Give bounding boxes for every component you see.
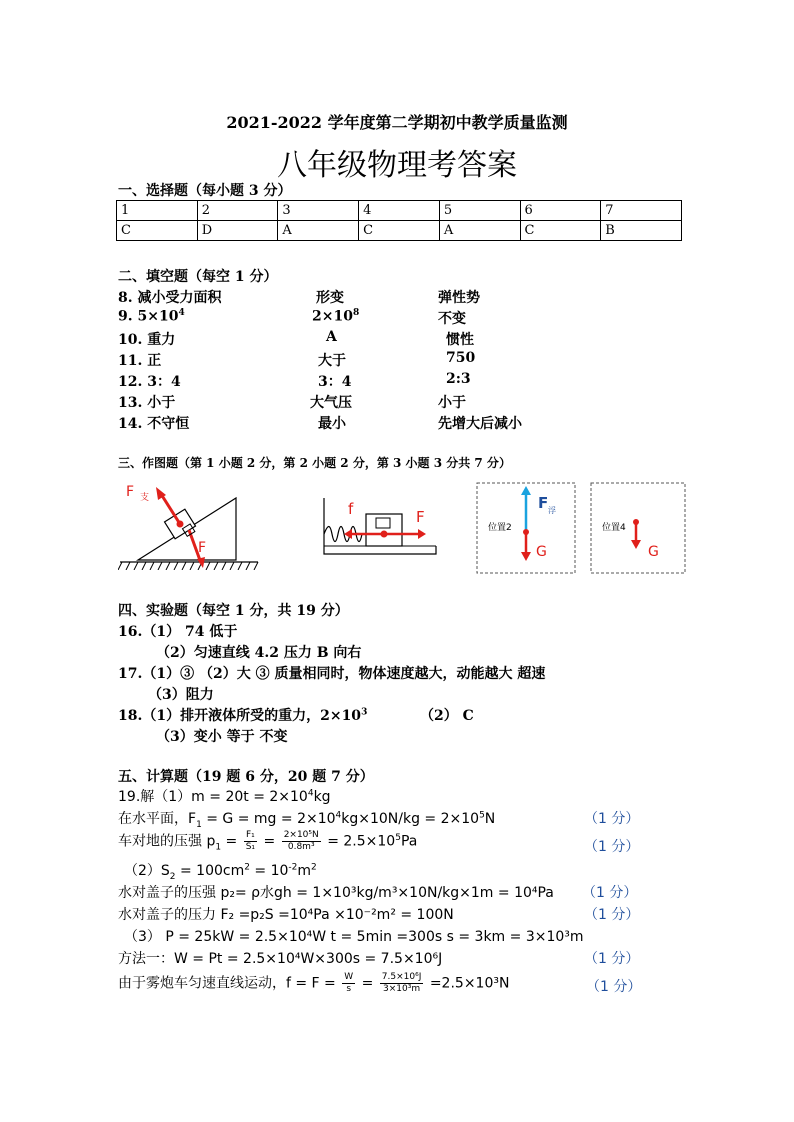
answer-text xyxy=(312,308,359,325)
support-force-subscript: 支 xyxy=(140,493,150,503)
answer-text: 小于 xyxy=(438,395,466,411)
denominator: s xyxy=(346,984,352,994)
calc-line-2 xyxy=(118,808,495,830)
position-label: 位置4 xyxy=(602,523,626,533)
answer-text: 形变 xyxy=(316,290,344,306)
answer-text: 750 xyxy=(446,350,476,366)
answer-text: 不变 xyxy=(438,311,466,327)
position4-figure xyxy=(590,482,686,574)
fill-row-13: 13. 小于 xyxy=(118,395,176,411)
exponent: 5 xyxy=(395,832,401,843)
fraction xyxy=(282,830,321,853)
exponent: 2 xyxy=(244,862,250,873)
table-row-answers xyxy=(117,221,682,241)
subscript: 1 xyxy=(196,819,202,830)
section2-heading: 二、填空题（每空 1 分） xyxy=(118,269,278,285)
answer-text: 最小 xyxy=(318,416,346,432)
fill-row-8 xyxy=(118,287,222,307)
force-label: F xyxy=(416,508,425,526)
exponent: 3 xyxy=(361,707,368,718)
calc-text: 19.解（1）m = 20t = 2×10 xyxy=(118,789,308,805)
calc-line-6: 水对盖子的压力 F₂ =p₂S =10⁴Pa ×10⁻²m² = 100N xyxy=(118,907,454,923)
exponent: -2 xyxy=(288,862,298,873)
table-cell: C xyxy=(520,221,601,241)
gravity-label: G xyxy=(648,544,659,560)
table-cell: C xyxy=(359,221,440,241)
calc-text: 在水平面，F xyxy=(118,811,197,827)
answer-text: A xyxy=(326,329,337,345)
buoyancy-subscript: 浮 xyxy=(548,506,556,515)
calc-text: Pa xyxy=(400,833,418,850)
buoyancy-label: F xyxy=(538,494,549,512)
denominator: S₁ xyxy=(245,842,256,852)
incline-figure xyxy=(118,478,268,570)
calc-line-3: 车对地的压强 $p_1$ = $\frac{\text{F₁}}{\text{S₁}}$ = $\frac{\text{2×10⁵N}}{\text{0.8m³}}$ = $2.5\times 10^5Pa$ xyxy=(118,830,418,853)
calc-line-9 xyxy=(118,972,509,995)
denominator: 3×10³m xyxy=(383,984,421,994)
calc-line-5: 水对盖子的压强 p₂= ρ水gh = 1×10³kg/m³×10N/kg×1m = 10⁴Pa xyxy=(118,885,554,901)
calc-text: = 2.5×10 xyxy=(322,833,396,850)
experiment-line-16-2: （2）匀速直线 4.2 压力 B 向右 xyxy=(156,645,362,661)
position2-figure xyxy=(476,482,576,574)
answer-text: 18.（1）排开液体所受的重力，2×10 xyxy=(118,708,362,724)
subscript: 1 xyxy=(215,842,222,853)
calc-text: = xyxy=(357,975,378,992)
calc-text: = 100cm xyxy=(175,863,245,879)
experiment-line-18-1 xyxy=(118,705,367,725)
numerator: W xyxy=(344,972,354,982)
score-mark: （1 分） xyxy=(584,907,640,923)
score-mark: （1 分） xyxy=(586,979,642,995)
answer-text: 惯性 xyxy=(446,332,474,348)
score-mark: （1 分） xyxy=(584,951,640,967)
calc-line-8: 方法一：W = Pt = 2.5×10⁴W×300s = 7.5×10⁶J xyxy=(118,951,443,967)
table-cell: 6 xyxy=(520,201,601,221)
fraction xyxy=(342,972,355,995)
calc-line-4 xyxy=(124,860,317,882)
table-cell: 2 xyxy=(197,201,278,221)
table-cell: D xyxy=(197,221,278,241)
numerator: F₁ xyxy=(244,830,257,842)
numerator: 7.5×10⁶J xyxy=(381,972,422,982)
table-cell: 4 xyxy=(359,201,440,221)
answer-text: 8. 减小受力面积 xyxy=(118,290,222,306)
answer-text: 大气压 xyxy=(310,395,352,411)
calc-text: 由于雾炮车匀速直线运动，f = F = xyxy=(118,975,341,992)
exponent: 8 xyxy=(352,308,360,318)
spring-figure xyxy=(320,496,440,560)
position-label: 位置2 xyxy=(488,523,512,533)
calc-text: =2.5×10³N xyxy=(425,975,510,992)
section4-heading: 四、实验题（每空 1 分，共 19 分） xyxy=(118,603,349,619)
denominator: 0.8m³ xyxy=(287,842,315,852)
subscript: 2 xyxy=(169,871,176,882)
experiment-line-17-1: 17.（1）③ （2）大 ③ 质量相同时，物体速度越大，动能越大 超速 xyxy=(118,666,546,682)
fill-row-9 xyxy=(118,308,185,325)
calc-text: = xyxy=(221,833,242,850)
fill-row-11: 11. 正 xyxy=(118,353,162,369)
experiment-line-18-2: （3）变小 等于 不变 xyxy=(156,729,288,745)
calc-text: N xyxy=(484,811,496,827)
table-cell: 1 xyxy=(117,201,198,221)
calc-text: kg xyxy=(313,789,331,805)
exponent: 4 xyxy=(307,788,314,799)
calc-line-7: （3） P = 25kW = 2.5×10⁴W t = 5min =300s s = 3km = 3×10³m xyxy=(124,929,584,945)
answer-text: 3：4 xyxy=(318,374,352,390)
pressure-force-label: F xyxy=(198,540,207,556)
fill-row-12: 12. 3：4 xyxy=(118,374,181,390)
calc-text: = G = mg = 2×10 xyxy=(201,811,336,827)
answer-text: 2×10 xyxy=(312,308,353,325)
fill-row-10: 10. 重力 xyxy=(118,332,176,348)
experiment-line-18-tail: （2） C xyxy=(420,708,474,724)
score-mark: （1 分） xyxy=(584,811,640,827)
score-mark: （1 分） xyxy=(582,885,638,901)
fraction xyxy=(380,972,424,995)
support-force-label: F xyxy=(126,484,135,500)
section3-heading: 三、作图题（第 1 小题 2 分，第 2 小题 2 分，第 3 小题 3 分共 7 分） xyxy=(118,456,511,470)
calc-text: m xyxy=(297,863,312,879)
fraction xyxy=(244,830,257,853)
gravity-label: G xyxy=(536,544,547,560)
answer-text: 大于 xyxy=(318,353,346,369)
fill-row-14: 14. 不守恒 xyxy=(118,416,190,432)
calc-text: （2）S xyxy=(124,863,170,879)
exam-subtitle: 2021-2022 学年度第二学期初中教学质量监测 xyxy=(226,113,568,132)
exponent: 4 xyxy=(178,308,185,318)
table-cell: 3 xyxy=(278,201,359,221)
answer-text: 弹性势 xyxy=(438,290,480,306)
experiment-line-16-1: 16.（1） 74 低于 xyxy=(118,624,238,640)
table-cell: A xyxy=(439,221,520,241)
table-cell: C xyxy=(117,221,198,241)
answer-text: 先增大后减小 xyxy=(438,416,522,432)
numerator: 2×10⁵N xyxy=(283,830,319,840)
calc-text: kg×10N/kg = 2×10 xyxy=(341,811,480,827)
section5-heading: 五、计算题（19 题 6 分，20 题 7 分） xyxy=(118,769,374,785)
exponent: 2 xyxy=(311,862,317,873)
table-row-numbers xyxy=(117,201,682,221)
calc-text: 车对地的压强 p xyxy=(118,833,216,850)
friction-label: f xyxy=(348,500,354,518)
answer-text: 2:3 xyxy=(446,371,471,387)
exam-title: 八年级物理考答案 xyxy=(277,148,517,183)
table-cell: 7 xyxy=(601,201,682,221)
calc-text: = 10 xyxy=(249,863,289,879)
exponent: 4 xyxy=(335,810,342,821)
exponent: 5 xyxy=(479,810,485,821)
answer-text: 9. 5×10 xyxy=(118,308,179,325)
table-cell: B xyxy=(601,221,682,241)
choice-answer-table xyxy=(116,200,682,241)
block xyxy=(366,514,402,546)
experiment-line-17-2: （3）阻力 xyxy=(148,687,214,703)
section1-heading: 一、选择题（每小题 3 分） xyxy=(118,183,292,199)
calc-line-1 xyxy=(118,786,331,806)
score-mark: （1 分） xyxy=(584,839,640,855)
table-cell: A xyxy=(278,221,359,241)
table-cell: 5 xyxy=(439,201,520,221)
